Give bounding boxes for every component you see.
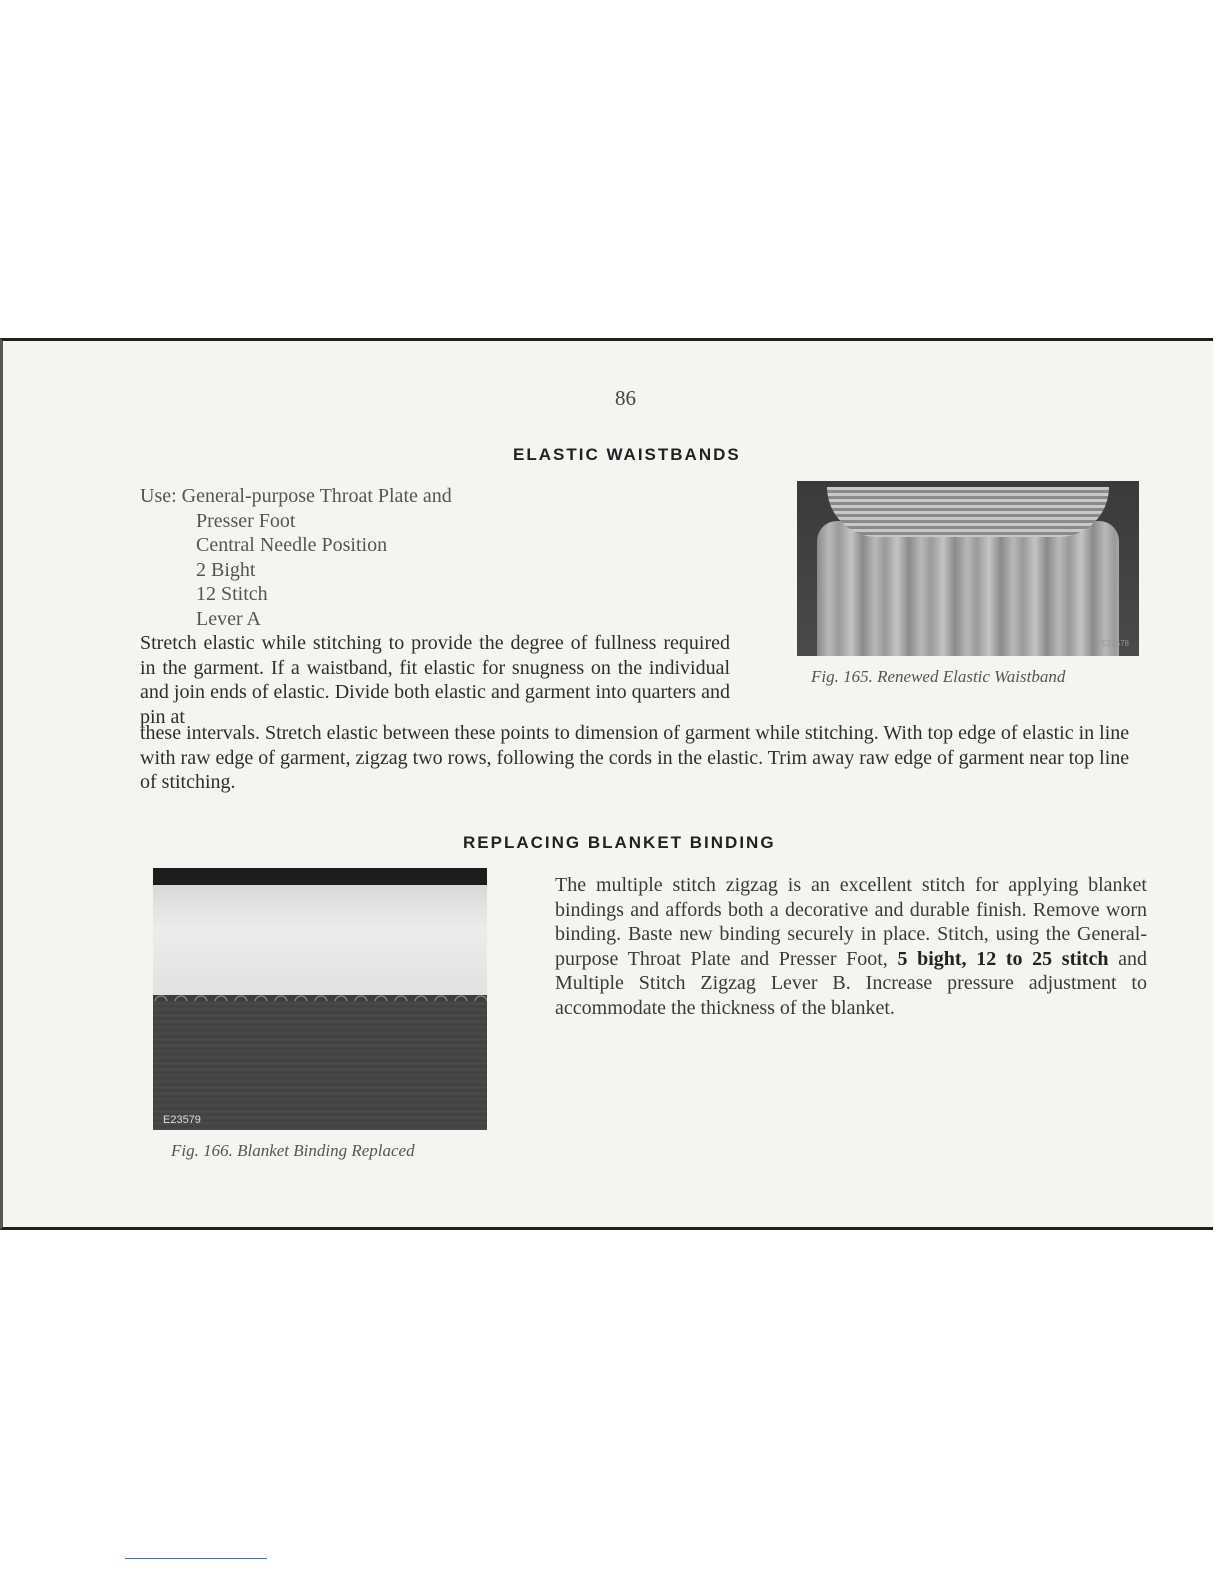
use-line: 2 Bight	[196, 558, 256, 581]
use-settings-list	[140, 484, 452, 631]
use-line: Use: General-purpose Throat Plate and	[140, 485, 452, 507]
elastic-paragraph-part-2: these intervals. Stretch elastic between these points to dimension of garment while stitching. With top edge of elastic in line with raw edge of garment, zigzag two rows, following the cords in the elastic. Trim away raw edge of garment near top line of stitching.	[140, 722, 1130, 793]
use-line: Lever A	[196, 607, 261, 630]
blanket-binding-paragraph	[555, 873, 1147, 1020]
footer-rule	[125, 1558, 267, 1559]
blanket-fabric	[153, 1001, 487, 1130]
photo-top-strip	[153, 868, 487, 885]
binding-fabric	[153, 885, 487, 995]
heading-elastic-waistbands: ELASTIC WAISTBANDS	[513, 445, 741, 464]
figure-165-caption: Fig. 165. Renewed Elastic Waistband	[811, 667, 1066, 686]
use-line: Central Needle Position	[196, 534, 388, 556]
paragraph-text: The multiple stitch zigzag is an excellent stitch for applying blanket bindings and affords both a decorative and durable finish. Remove worn binding. Baste new binding securely in place. Stitch, using the General-purpose Throat Plate and Presser Foot,	[555, 874, 1147, 970]
blanket-binding-photo	[153, 868, 487, 1130]
photo-id: E23579	[163, 1114, 201, 1126]
elastic-paragraph-part-1: Stretch elastic while stitching to provide the degree of fullness required in the garment. If a waistband, fit elastic for snugness on the individual and join ends of elastic. Divide both elastic and garment into quarters and pin at	[140, 632, 730, 728]
photo-id: E23578	[1101, 639, 1129, 648]
figure-166-caption: Fig. 166. Blanket Binding Replaced	[171, 1141, 415, 1160]
use-line: Presser Foot	[196, 509, 296, 532]
zigzag-stitch-edge	[153, 988, 487, 1002]
scanned-page	[0, 338, 1213, 1230]
page-number: 86	[615, 386, 636, 410]
elastic-waistband-photo	[797, 481, 1139, 656]
paragraph-text: and Multiple Stitch Zigzag Lever B. Increase pressure adjustment to accommodate the thickness of the blanket.	[555, 947, 1147, 1019]
elastic-band-shape	[827, 487, 1109, 537]
garment-shape	[817, 521, 1119, 656]
use-line: 12 Stitch	[196, 583, 268, 605]
paragraph-bold-settings: 5 bight, 12 to 25 stitch	[897, 947, 1109, 970]
heading-replacing-blanket-binding: REPLACING BLANKET BINDING	[463, 833, 776, 852]
